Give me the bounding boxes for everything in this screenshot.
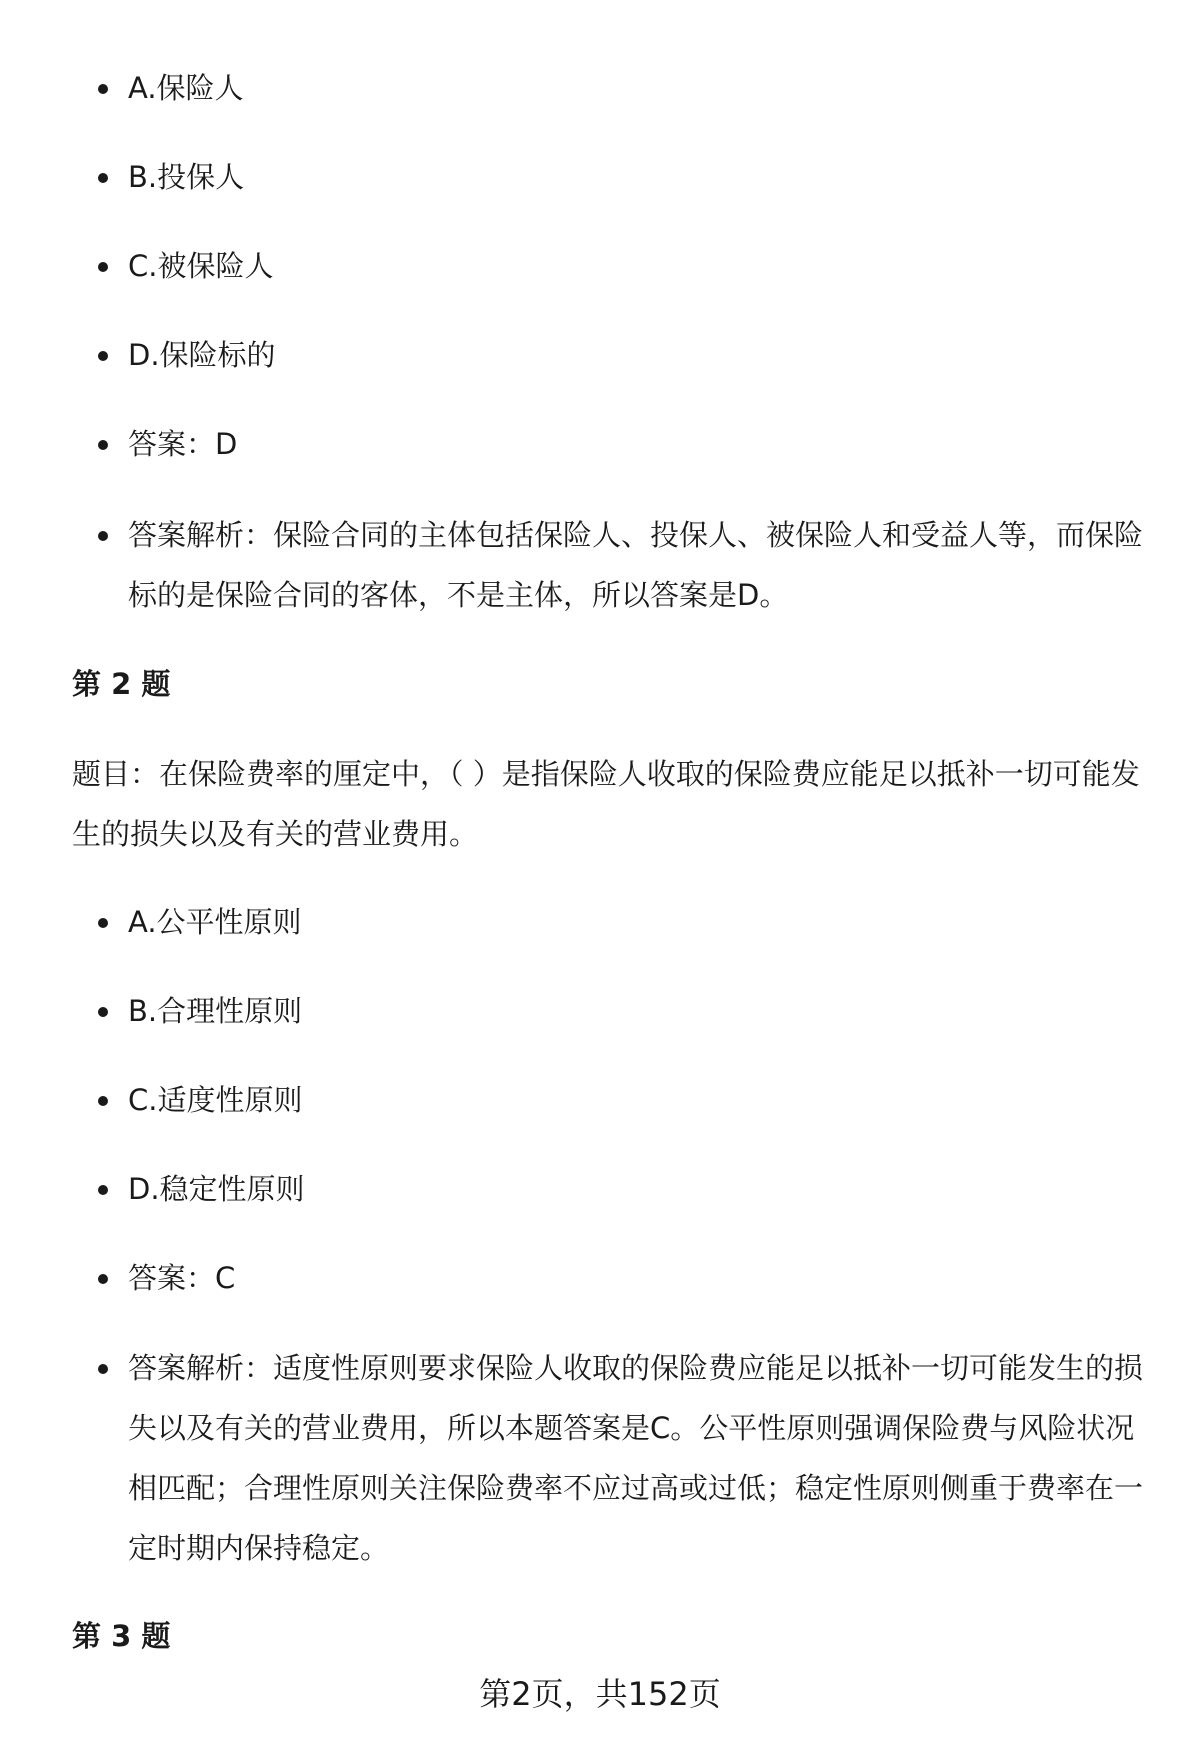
q2-answer: 答案：C bbox=[128, 1248, 1150, 1308]
q2-option-d: D.稳定性原则 bbox=[128, 1159, 1150, 1219]
question-2-stem: 题目：在保险费率的厘定中，（ ）是指保险人收取的保险费应能足以抵补一切可能发生的损失以及有关的营业费用。 bbox=[72, 757, 1140, 851]
q2-explanation: 答案解析：适度性原则要求保险人收取的保险费应能足以抵补一切可能发生的损失以及有关的营业费用，所以本题答案是C。公平性原则强调保险费与风险状况相匹配；合理性原则关注保险费率不应过高或过低；稳定性原则侧重于费率在一定时期内保持稳定。 bbox=[128, 1338, 1150, 1578]
page-footer: 第2页，共152页 bbox=[479, 1675, 721, 1713]
q2-option-a: A.公平性原则 bbox=[128, 892, 1150, 952]
question-2-heading: 第 2 题 bbox=[72, 667, 171, 701]
q1-option-c: C.被保险人 bbox=[128, 236, 1150, 296]
question-3-heading: 第 3 题 bbox=[72, 1619, 171, 1653]
q1-answer: 答案：D bbox=[128, 414, 1150, 474]
q1-option-d: D.保险标的 bbox=[128, 325, 1150, 385]
q2-option-c: C.适度性原则 bbox=[128, 1070, 1150, 1130]
q1-explanation: 答案解析：保险合同的主体包括保险人、投保人、被保险人和受益人等，而保险标的是保险合同的客体，不是主体，所以答案是D。 bbox=[128, 505, 1150, 625]
q2-option-b: B.合理性原则 bbox=[128, 981, 1150, 1041]
q1-option-b: B.投保人 bbox=[128, 147, 1150, 207]
q1-option-a: A.保险人 bbox=[128, 58, 1150, 118]
